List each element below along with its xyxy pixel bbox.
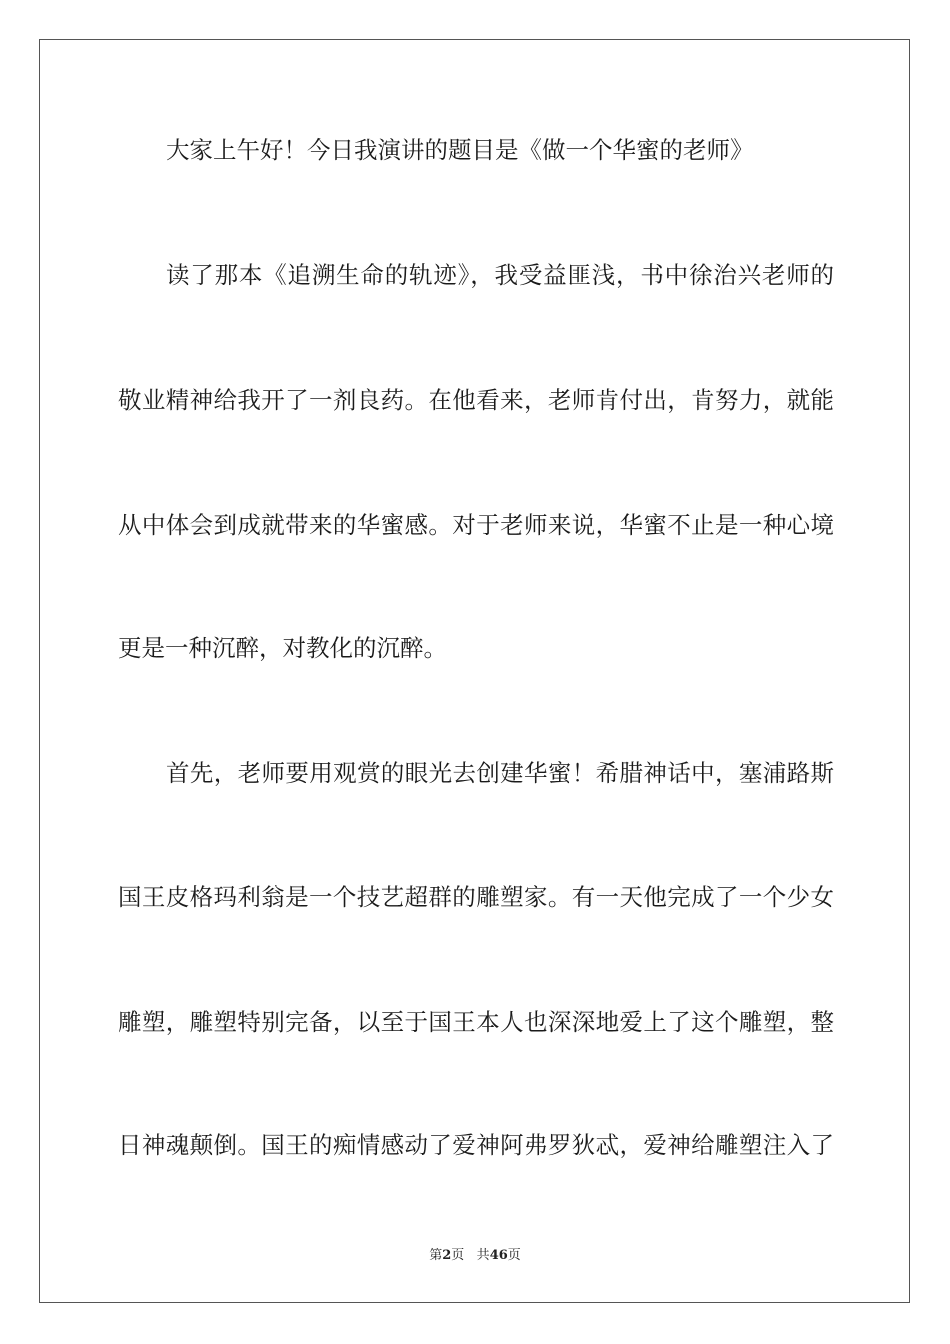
page-label-suffix: 页 [451, 1248, 465, 1263]
text-line-6: 首先，老师要用观赏的眼光去创建华蜜！希腊神话中，塞浦路斯 [166, 759, 834, 787]
total-pages: 46 [489, 1248, 508, 1263]
text-line-3: 敬业精神给我开了一剂良药。在他看来，老师肯付出，肯努力，就能 [118, 386, 834, 414]
page-label-prefix: 第 [429, 1248, 443, 1263]
text-line-5: 更是一种沉醉，对教化的沉醉。 [118, 634, 447, 662]
text-line-7: 国王皮格玛利翁是一个技艺超群的雕塑家。有一天他完成了一个少女 [118, 883, 834, 911]
text-line-2: 读了那本《追溯生命的轨迹》，我受益匪浅，书中徐治兴老师的 [166, 261, 834, 289]
text-line-8: 雕塑，雕塑特别完备，以至于国王本人也深深地爱上了这个雕塑，整 [118, 1008, 834, 1036]
page-number: 2 [442, 1248, 452, 1263]
text-line-4: 从中体会到成就带来的华蜜感。对于老师来说，华蜜不止是一种心境 [118, 511, 834, 539]
total-label-suffix: 页 [507, 1248, 521, 1263]
text-line-9: 日神魂颠倒。国王的痴情感动了爱神阿弗罗狄忒，爱神给雕塑注入了 [118, 1131, 834, 1159]
page-footer [0, 1247, 950, 1265]
text-line-1: 大家上午好！今日我演讲的题目是《做一个华蜜的老师》 [166, 136, 754, 164]
page-border [39, 39, 910, 1303]
total-label-prefix: 共 [476, 1248, 490, 1263]
